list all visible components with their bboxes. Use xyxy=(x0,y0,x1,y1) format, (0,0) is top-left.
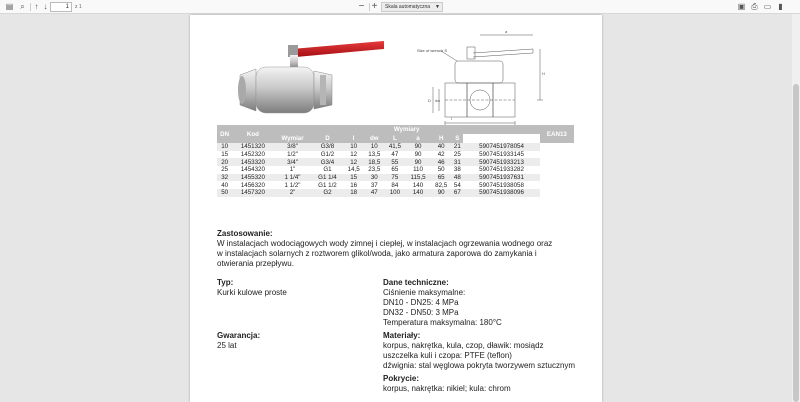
table-cell: 37 xyxy=(364,181,385,189)
header-dw: dw xyxy=(364,134,385,143)
zoom-select-value: Skala automatyczna xyxy=(385,4,431,10)
table-cell: 1 1/2" xyxy=(274,181,312,189)
table-cell: 32 xyxy=(217,174,232,182)
dimensions-table xyxy=(217,125,574,197)
table-cell: 1455320 xyxy=(232,174,273,182)
table-cell: G3/4 xyxy=(312,158,344,166)
zastosowanie-line: w instalacjach solarnych z roztworem glikol/woda, jako armatura zaporowa do zamykania i xyxy=(217,249,537,258)
header-length: L xyxy=(385,134,406,143)
table-cell: 90 xyxy=(405,143,431,151)
typ-value: Kurki kulowe proste xyxy=(217,288,287,297)
table-cell: 20 xyxy=(217,158,232,166)
table-cell: 15 xyxy=(217,151,232,159)
table-cell: 75 xyxy=(385,174,406,182)
table-cell: 55 xyxy=(385,158,406,166)
table-cell: 48 xyxy=(451,174,463,182)
table-cell: 10 xyxy=(217,143,232,151)
table-cell: 40 xyxy=(431,143,452,151)
header-wymiary: Wymiary xyxy=(274,125,540,134)
table-cell: 65 xyxy=(431,174,452,182)
typ-section xyxy=(217,278,287,298)
table-cell: 30 xyxy=(364,174,385,182)
table-cell: 14,5 xyxy=(343,166,364,174)
table-row xyxy=(217,181,574,189)
dane-techniczne-section xyxy=(383,278,598,328)
table-row xyxy=(217,189,574,197)
zastosowanie-line: otwierania przepływu. xyxy=(217,259,294,268)
dane-line: DN32 - DN50: 3 MPa xyxy=(383,308,459,317)
typ-heading: Typ: xyxy=(217,278,234,287)
gwarancja-value: 25 lat xyxy=(217,341,237,350)
table-cell: 1453320 xyxy=(232,158,273,166)
table-cell: 16 xyxy=(343,181,364,189)
header-l: l xyxy=(343,134,364,143)
svg-text:a: a xyxy=(505,29,508,34)
zastosowanie-heading: Zastosowanie: xyxy=(217,229,273,238)
page-number-input[interactable]: 1 xyxy=(50,2,72,12)
table-cell: 54 xyxy=(451,181,463,189)
table-cell: 140 xyxy=(405,181,431,189)
table-cell: 47 xyxy=(385,151,406,159)
table-cell: 41,5 xyxy=(385,143,406,151)
table-cell: 90 xyxy=(405,151,431,159)
table-cell: 50 xyxy=(217,189,232,197)
presentation-mode-icon[interactable]: ▣ xyxy=(737,2,746,11)
table-row xyxy=(217,158,574,166)
header-dn: DN xyxy=(217,125,232,143)
zoom-select[interactable] xyxy=(381,2,443,12)
table-cell: 100 xyxy=(385,189,406,197)
table-row xyxy=(217,143,574,151)
table-cell: 82,5 xyxy=(431,181,452,189)
pdf-toolbar xyxy=(0,0,800,14)
table-cell: 1451320 xyxy=(232,143,273,151)
table-row xyxy=(217,151,574,159)
table-cell: 13,5 xyxy=(364,151,385,159)
table-cell: G3/8 xyxy=(312,143,344,151)
materialy-line: dźwignia: stal węglowa pokryta tworzywem sztucznym xyxy=(383,361,576,370)
ball-valve-photo xyxy=(234,35,386,125)
dane-line: Ciśnienie maksymalne: xyxy=(383,288,466,297)
header-h: H xyxy=(431,134,452,143)
table-cell: 12 xyxy=(343,151,364,159)
pokrycie-line: korpus, nakrętka: nikiel; kula: chrom xyxy=(383,384,511,393)
table-cell: 1 1/4" xyxy=(274,174,312,182)
download-icon[interactable]: ▭ xyxy=(763,2,772,11)
header-ean13: EAN13 xyxy=(540,125,574,143)
table-cell: 110 xyxy=(405,166,431,174)
search-icon[interactable]: ⌕ xyxy=(20,2,25,11)
table-cell: 47 xyxy=(364,189,385,197)
previous-page-icon[interactable]: ↑ xyxy=(34,2,39,11)
scrollbar-thumb[interactable] xyxy=(793,84,799,402)
table-row xyxy=(217,174,574,182)
table-cell: G1 1/2 xyxy=(312,181,344,189)
table-cell: 25 xyxy=(217,166,232,174)
pokrycie-section xyxy=(383,374,598,394)
header-d: D xyxy=(312,134,344,143)
sidebar-toggle-icon[interactable]: ▤ xyxy=(5,2,14,11)
table-cell: 5907451938058 xyxy=(463,181,540,189)
table-cell: 38 xyxy=(451,166,463,174)
table-cell: 12 xyxy=(343,158,364,166)
materialy-line: korpus, nakrętka, kula, czop, dławik: mosiądz xyxy=(383,341,544,350)
header-s: S xyxy=(451,134,463,143)
zoom-in-button[interactable]: + xyxy=(371,1,378,12)
dane-line: DN10 - DN25: 4 MPa xyxy=(383,298,459,307)
table-cell: 5907451938096 xyxy=(463,189,540,197)
vertical-scrollbar[interactable] xyxy=(792,14,800,402)
zastosowanie-line: W instalacjach wodociągowych wody zimnej i ciepłej, w instalacjach ogrzewania wodnego oraz xyxy=(217,239,553,248)
pokrycie-heading: Pokrycie: xyxy=(383,374,420,383)
table-cell: 5907451937631 xyxy=(463,174,540,182)
chevron-down-icon: ▼ xyxy=(435,4,440,10)
table-cell: G1/2 xyxy=(312,151,344,159)
table-cell: 40 xyxy=(217,181,232,189)
table-cell: 1456320 xyxy=(232,181,273,189)
valve-technical-drawing xyxy=(415,27,555,129)
gwarancja-section xyxy=(217,331,260,351)
table-cell: 1/2" xyxy=(274,151,312,159)
table-cell: 18,5 xyxy=(364,158,385,166)
svg-text:dw: dw xyxy=(435,98,441,103)
zastosowanie-section xyxy=(217,229,587,269)
svg-text:H: H xyxy=(542,71,545,76)
gwarancja-heading: Gwarancja: xyxy=(217,331,261,340)
table-cell: 3/4" xyxy=(274,158,312,166)
table-cell: 5907451933282 xyxy=(463,166,540,174)
table-cell: G1 xyxy=(312,166,344,174)
table-cell: 23,5 xyxy=(364,166,385,174)
svg-text:l: l xyxy=(451,116,452,121)
table-cell: 2" xyxy=(274,189,312,197)
table-cell: 65 xyxy=(385,166,406,174)
zoom-out-button[interactable]: − xyxy=(358,1,365,12)
table-cell: 3/8" xyxy=(274,143,312,151)
table-cell: 90 xyxy=(431,189,452,197)
table-cell: 1457320 xyxy=(232,189,273,197)
table-cell: 67 xyxy=(451,189,463,197)
table-cell: 90 xyxy=(405,158,431,166)
table-cell: G2 xyxy=(312,189,344,197)
svg-text:D: D xyxy=(428,98,431,103)
table-cell: 50 xyxy=(431,166,452,174)
table-cell: G1 1/4 xyxy=(312,174,344,182)
table-cell: 5907451933145 xyxy=(463,151,540,159)
dane-techniczne-heading: Dane techniczne: xyxy=(383,278,449,287)
header-kod: Kod xyxy=(232,125,273,143)
table-cell: 18 xyxy=(343,189,364,197)
dane-line: Temperatura maksymalna: 180°C xyxy=(383,318,502,327)
bookmark-icon[interactable]: ▮ xyxy=(778,2,783,11)
table-cell: 25 xyxy=(451,151,463,159)
table-cell: 140 xyxy=(405,189,431,197)
table-cell: 10 xyxy=(364,143,385,151)
table-row xyxy=(217,166,574,174)
materialy-section xyxy=(383,331,598,371)
header-a: a xyxy=(405,134,431,143)
wrench-size-label: Size of wrench S xyxy=(417,48,448,53)
print-icon[interactable]: ⎙ xyxy=(751,2,758,11)
table-cell: 42 xyxy=(431,151,452,159)
table-cell: 84 xyxy=(385,181,406,189)
materialy-heading: Materiały: xyxy=(383,331,421,340)
next-page-icon[interactable]: ↓ xyxy=(43,2,48,11)
table-cell: 15 xyxy=(343,174,364,182)
table-cell: 5907451978054 xyxy=(463,143,540,151)
table-cell: 10 xyxy=(343,143,364,151)
materialy-line: uszczelka kuli i czopa: PTFE (teflon) xyxy=(383,351,512,360)
table-cell: 115,5 xyxy=(405,174,431,182)
table-cell: 46 xyxy=(431,158,452,166)
table-cell: 1" xyxy=(274,166,312,174)
table-cell: 21 xyxy=(451,143,463,151)
table-cell: 5907451933213 xyxy=(463,158,540,166)
header-wymiar: Wymiar xyxy=(274,134,312,143)
pdf-page xyxy=(190,15,602,402)
page-total: z 1 xyxy=(75,4,82,10)
table-cell: 31 xyxy=(451,158,463,166)
table-cell: 1452320 xyxy=(232,151,273,159)
table-cell: 1454320 xyxy=(232,166,273,174)
